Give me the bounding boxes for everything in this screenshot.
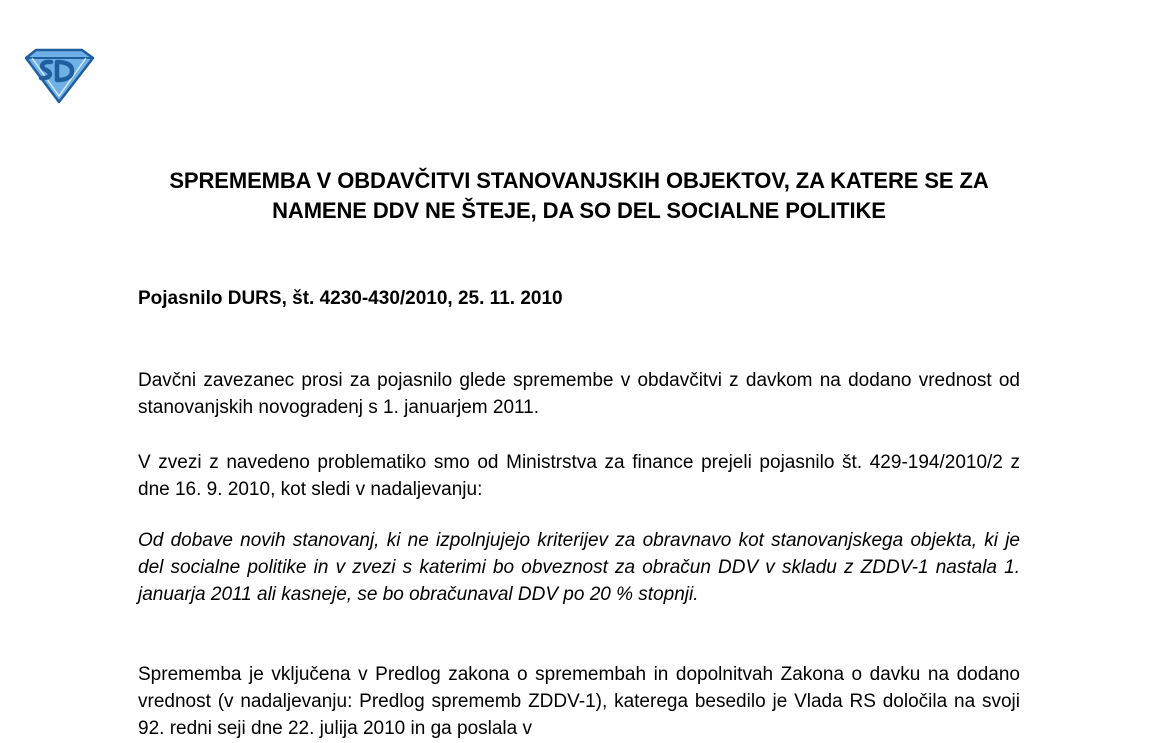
paragraph-4: Sprememba je vključena v Predlog zakona o spremembah in dopolnitvah Zakona o davku na dodano vrednost (v nadaljevanju: Predlog sprememb ZDDV-1), katerega besedilo je Vlada RS določila na svoji 92. redni seji dne 22. julija 2010 in ga poslala v	[138, 664, 1020, 739]
paragraph-1: Davčni zavezanec prosi za pojasnilo glede spremembe v obdavčitvi z davkom na dodano vrednost od stanovanjskih novogradenj s 1. januarjem 2011.	[138, 370, 1020, 418]
logo-icon	[22, 48, 96, 104]
paragraph-2: V zvezi z navedeno problematiko smo od Ministrstva za finance prejeli pojasnilo št. 429-194/2010/2 z dne 16. 9. 2010, kot sledi v nadaljevanju:	[138, 452, 1020, 500]
paragraph-3-quote: Od dobave novih stanovanj, ki ne izpolnjujejo kriterijev za obravnavo kot stanovanjskega objekta, ki je del socialne politike in v zvezi s katerimi bo obveznost za obračun DDV v skladu z ZDDV-1 nastala 1. januarja 2011 ali kasneje, se bo obračunaval DDV po 20 % stopnji.	[138, 530, 1020, 605]
document-title: SPREMEMBA V OBDAVČITVI STANOVANJSKIH OBJEKTOV, ZA KATERE SE ZA NAMENE DDV NE ŠTEJE, DA SO DEL SOCIALNE POLITIKE	[169, 168, 989, 223]
document-subtitle: Pojasnilo DURS, št. 4230-430/2010, 25. 11. 2010	[138, 288, 563, 309]
